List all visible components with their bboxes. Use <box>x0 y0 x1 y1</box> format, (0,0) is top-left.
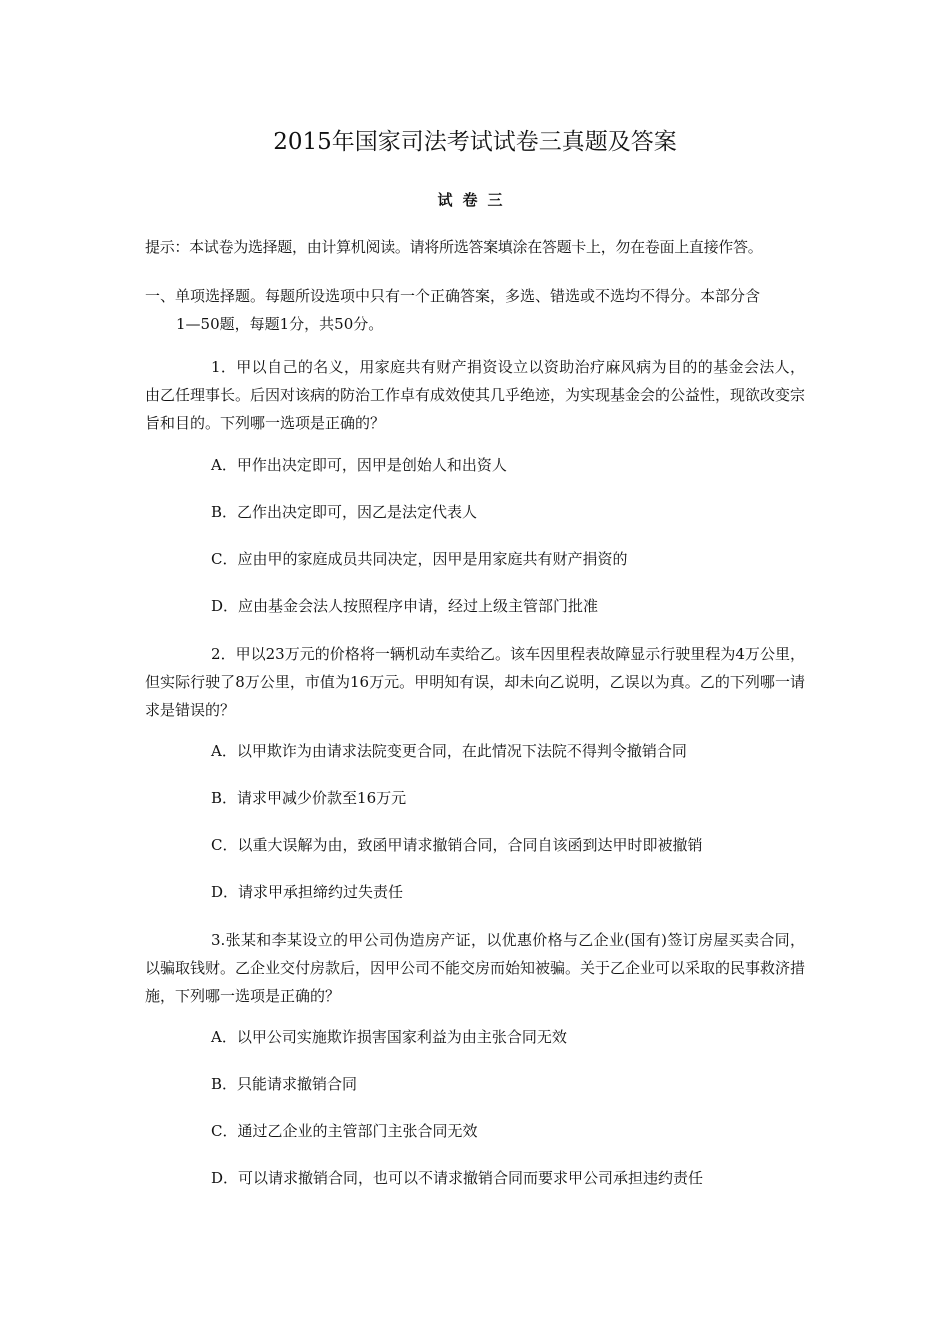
question-3-option-b: B．只能请求撤销合同 <box>211 1075 358 1093</box>
question-3-stem <box>145 926 805 1010</box>
question-1-text: 1．甲以自己的名义，用家庭共有财产捐资设立以资助治疗麻风病为目的的基金会法人，由乙任理事长。后因对该病的防治工作卓有成效使其几乎绝迹，为实现基金会的公益性，现欲改变宗旨和目的。下列哪一选项是正确的？ <box>145 358 806 432</box>
question-3-option-a: A．以甲公司实施欺诈损害国家利益为由主张合同无效 <box>211 1028 567 1046</box>
question-2-option-b: B．请求甲减少价款至16万元 <box>211 789 407 807</box>
question-3-option-c: C．通过乙企业的主管部门主张合同无效 <box>211 1122 478 1140</box>
question-2-text: 2．甲以23万元的价格将一辆机动车卖给乙。该车因里程表故障显示行驶里程为4万公里，但实际行驶了8万公里，市值为16万元。甲明知有误，却未向乙说明，乙误以为真。乙的下列哪一请求是错误的？ <box>145 645 805 719</box>
section-heading-line1: 一、单项选择题。每题所设选项中只有一个正确答案，多选、错选或不选均不得分。本部分含 <box>145 287 761 305</box>
question-2-option-d: D．请求甲承担缔约过失责任 <box>211 883 404 901</box>
question-2-option-a: A．以甲欺诈为由请求法院变更合同，在此情况下法院不得判令撤销合同 <box>211 742 687 760</box>
section-heading-line2: 1—50题，每题1分，共50分。 <box>176 315 384 333</box>
question-1-stem <box>145 353 805 437</box>
question-1-option-a: A．甲作出决定即可，因甲是创始人和出资人 <box>211 456 507 474</box>
paper-subtitle: 试卷三 <box>437 191 513 209</box>
exam-hint: 提示：本试卷为选择题，由计算机阅读。请将所选答案填涂在答题卡上，勿在卷面上直接作答。 <box>145 238 763 256</box>
document-title: 2015年国家司法考试试卷三真题及答案 <box>273 129 677 155</box>
question-3-text: 3.张某和李某设立的甲公司伪造房产证，以优惠价格与乙企业(国有)签订房屋买卖合同，以骗取钱财。乙企业交付房款后，因甲公司不能交房而始知被骗。关于乙企业可以采取的民事救济措施，下列哪一选项是正确的？ <box>145 931 806 1005</box>
question-1-option-c: C．应由甲的家庭成员共同决定，因甲是用家庭共有财产捐资的 <box>211 550 628 568</box>
question-3-option-d: D．可以请求撤销合同，也可以不请求撤销合同而要求甲公司承担违约责任 <box>211 1169 704 1187</box>
question-2-stem <box>145 640 805 724</box>
question-1-option-b: B．乙作出决定即可，因乙是法定代表人 <box>211 503 478 521</box>
question-2-option-c: C．以重大误解为由，致函甲请求撤销合同，合同自该函到达甲时即被撤销 <box>211 836 703 854</box>
question-1-option-d: D．应由基金会法人按照程序申请，经过上级主管部门批准 <box>211 597 599 615</box>
